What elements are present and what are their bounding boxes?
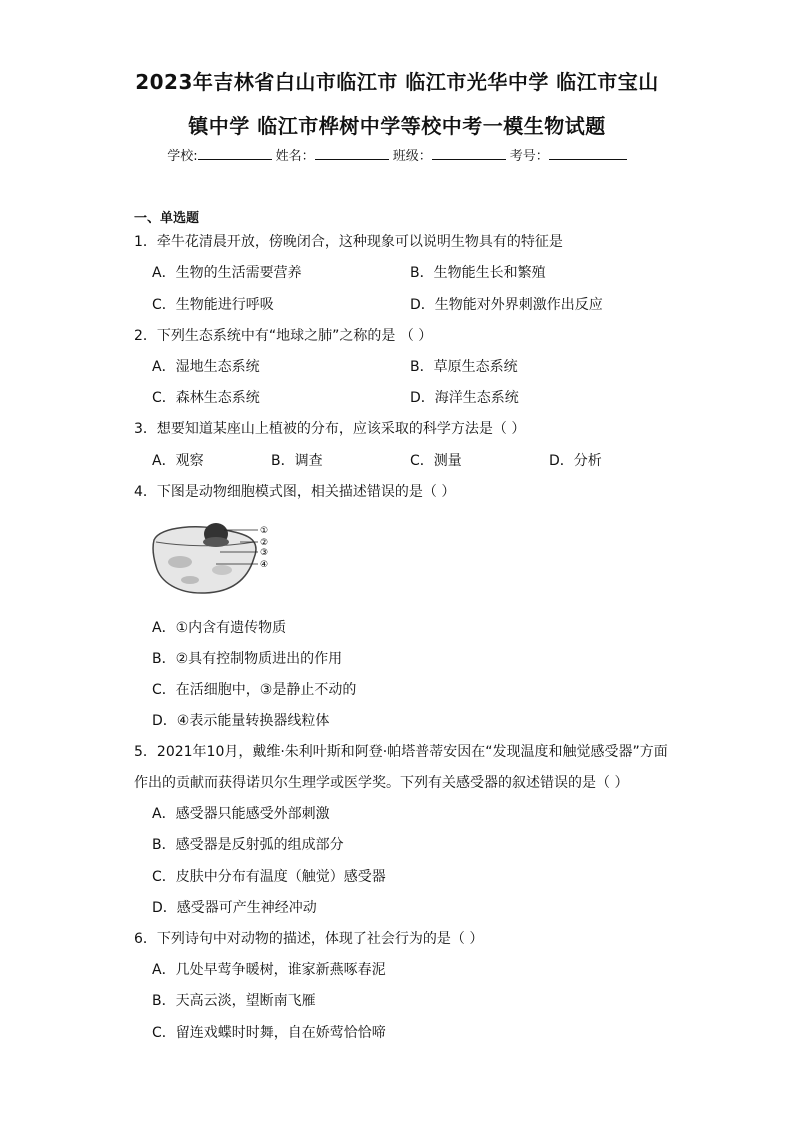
question-2-option-d[interactable]: D．海洋生态系统	[410, 390, 519, 406]
nucleus-base	[203, 537, 229, 547]
question-5-option-d[interactable]: D．感受器可产生神经冲动	[152, 900, 317, 916]
question-3-option-a[interactable]: A．观察	[152, 453, 204, 469]
question-1-option-a[interactable]: A．生物的生活需要营养	[152, 265, 302, 281]
class-blank[interactable]	[432, 145, 506, 160]
exam-title-line1: 2023年吉林省白山市临江市 临江市光华中学 临江市宝山	[135, 70, 659, 94]
question-1-stem: 1．牵牛花清晨开放，傍晚闭合，这种现象可以说明生物具有的特征是	[134, 234, 563, 250]
question-2-option-c[interactable]: C．森林生态系统	[152, 390, 260, 406]
exam-no-blank[interactable]	[549, 145, 627, 160]
section-title: 一、单选题	[134, 211, 200, 226]
student-info-row	[0, 145, 794, 164]
question-3-option-d[interactable]: D．分析	[549, 453, 602, 469]
question-4-option-b[interactable]: B．②具有控制物质进出的作用	[152, 651, 343, 667]
exam-no-label: 考号：	[509, 149, 549, 164]
question-3-stem: 3．想要知道某座山上植被的分布，应该采取的科学方法是（ ）	[134, 421, 526, 437]
question-4-option-d[interactable]: D．④表示能量转换器线粒体	[152, 713, 330, 729]
question-5-option-c[interactable]: C．皮肤中分布有温度（触觉）感受器	[152, 869, 386, 885]
label-4: ④	[260, 560, 269, 570]
organelle-blob	[212, 565, 232, 575]
question-1-option-c[interactable]: C．生物能进行呼吸	[152, 297, 274, 313]
question-2-stem: 2．下列生态系统中有“地球之肺”之称的是 （ ）	[134, 328, 433, 344]
question-4-option-c[interactable]: C．在活细胞中，③是静止不动的	[152, 682, 357, 698]
label-2: ②	[260, 538, 269, 548]
organelle-blob	[181, 576, 199, 584]
class-label: 班级：	[392, 149, 432, 164]
name-blank[interactable]	[315, 145, 389, 160]
question-4-option-a[interactable]: A．①内含有遗传物质	[152, 620, 287, 636]
question-3-option-c[interactable]: C．测量	[410, 453, 462, 469]
school-blank[interactable]	[198, 145, 272, 160]
question-1-option-d[interactable]: D．生物能对外界刺激作出反应	[410, 297, 603, 313]
question-5-option-a[interactable]: A．感受器只能感受外部刺激	[152, 806, 330, 822]
question-6-option-a[interactable]: A．几处早莺争暖树，谁家新燕啄春泥	[152, 962, 386, 978]
label-3: ③	[260, 548, 269, 558]
question-2-option-a[interactable]: A．湿地生态系统	[152, 359, 260, 375]
question-3-option-b[interactable]: B．调查	[271, 453, 323, 469]
question-5-stem-line1: 5．2021年10月，戴维·朱利叶斯和阿登·帕塔普蒂安因在“发现温度和触觉感受器”方面	[134, 744, 668, 760]
question-2-option-b[interactable]: B．草原生态系统	[410, 359, 518, 375]
name-label: 姓名：	[275, 149, 315, 164]
label-1: ①	[260, 526, 269, 536]
question-6-stem: 6．下列诗句中对动物的描述，体现了社会行为的是（ ）	[134, 931, 484, 947]
animal-cell-diagram	[150, 518, 280, 598]
question-4-stem: 4．下图是动物细胞模式图，相关描述错误的是（ ）	[134, 484, 456, 500]
question-5-stem-line2: 作出的贡献而获得诺贝尔生理学或医学奖。下列有关感受器的叙述错误的是（ ）	[134, 775, 629, 791]
exam-title-line2: 镇中学 临江市桦树中学等校中考一模生物试题	[188, 114, 606, 138]
question-1-option-b[interactable]: B．生物能生长和繁殖	[410, 265, 546, 281]
question-6-option-c[interactable]: C．留连戏蝶时时舞，自在娇莺恰恰啼	[152, 1025, 386, 1041]
question-6-option-b[interactable]: B．天高云淡，望断南飞雁	[152, 993, 316, 1009]
question-5-option-b[interactable]: B．感受器是反射弧的组成部分	[152, 837, 344, 853]
organelle-blob	[168, 556, 192, 568]
school-label: 学校:	[167, 149, 198, 164]
